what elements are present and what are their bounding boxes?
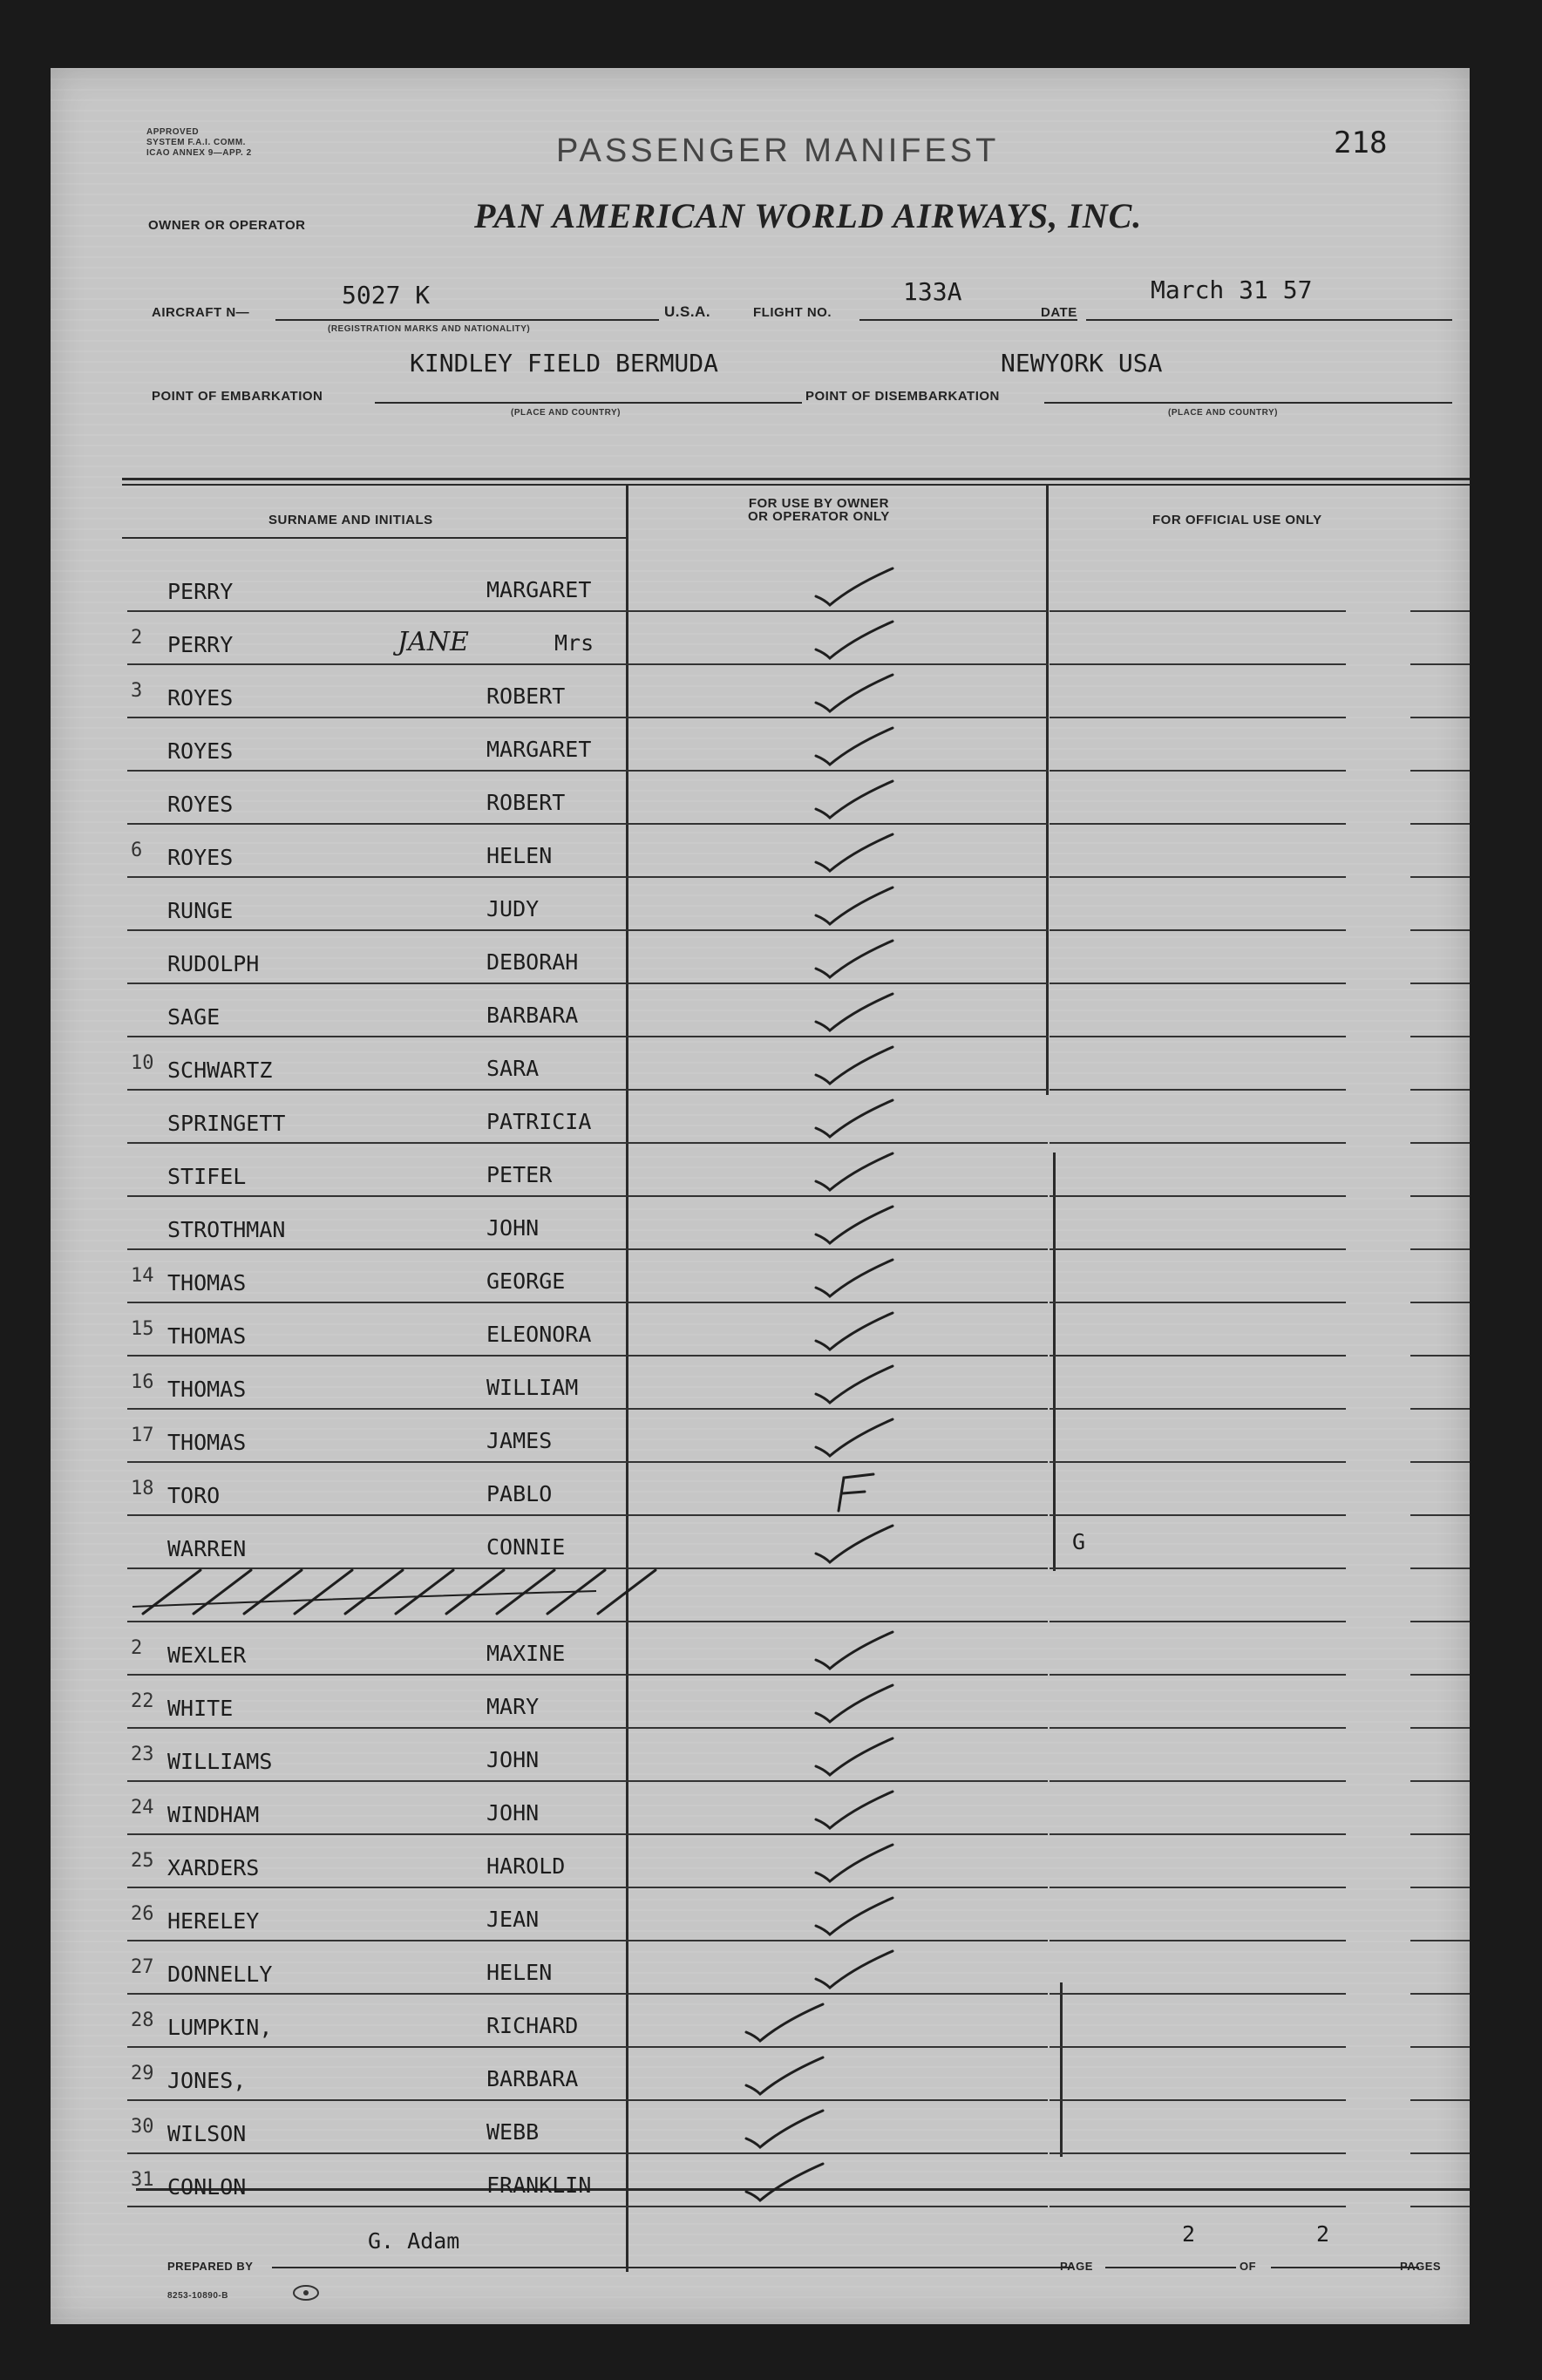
surname: ROYES bbox=[167, 792, 234, 817]
row-rule bbox=[127, 2046, 629, 2048]
given-name: JAMES bbox=[486, 1428, 553, 1453]
given-name: BARBARA bbox=[486, 2066, 579, 2091]
row-rule-edge bbox=[1410, 823, 1470, 825]
row-rule-official bbox=[1050, 2099, 1346, 2101]
date-underline bbox=[1086, 319, 1452, 321]
surname: THOMAS bbox=[167, 1270, 247, 1295]
row-rule bbox=[127, 717, 629, 718]
checkmark-icon bbox=[809, 1891, 905, 1943]
given-name: JUDY bbox=[486, 896, 540, 921]
row-rule-edge bbox=[1410, 1036, 1470, 1037]
row-rule-edge bbox=[1410, 1142, 1470, 1144]
checkmark-icon bbox=[809, 721, 905, 773]
surname: THOMAS bbox=[167, 1377, 247, 1402]
row-rule bbox=[127, 1621, 629, 1622]
row-rule-owner bbox=[629, 2099, 1048, 2101]
table-row bbox=[51, 1478, 1470, 1531]
row-number: 2 bbox=[131, 627, 143, 649]
row-rule bbox=[127, 983, 629, 984]
surname: JONES, bbox=[167, 2068, 247, 2093]
table-row bbox=[51, 1584, 1470, 1637]
disembarkation-label: POINT OF DISEMBARKATION bbox=[805, 389, 1000, 404]
row-rule-edge bbox=[1410, 929, 1470, 931]
surname: WHITE bbox=[167, 1696, 234, 1721]
given-name: JOHN bbox=[486, 1215, 540, 1241]
row-number: 30 bbox=[131, 2116, 154, 2138]
row-rule-edge bbox=[1410, 1461, 1470, 1463]
of-label: OF bbox=[1240, 2260, 1257, 2273]
table-row bbox=[51, 1318, 1470, 1371]
table-row bbox=[51, 1052, 1470, 1105]
table-row bbox=[51, 1797, 1470, 1850]
table-row bbox=[51, 999, 1470, 1052]
row-number: 22 bbox=[131, 1690, 154, 1712]
given-name: ELEONORA bbox=[486, 1322, 592, 1347]
row-rule-official bbox=[1050, 2046, 1346, 2048]
surname: WARREN bbox=[167, 1536, 247, 1561]
row-number: 26 bbox=[131, 1903, 154, 1925]
table-row bbox=[51, 1744, 1470, 1797]
registration-caption: (REGISTRATION MARKS AND NATIONALITY) bbox=[328, 324, 531, 334]
row-rule-official bbox=[1050, 1514, 1346, 1516]
row-rule-official bbox=[1050, 1567, 1346, 1569]
table-top-rule bbox=[122, 478, 1470, 480]
checkmark-icon bbox=[809, 1200, 905, 1252]
row-rule-official bbox=[1050, 1089, 1346, 1091]
checkmark-icon bbox=[809, 1678, 905, 1731]
checkmark-icon bbox=[809, 561, 905, 614]
row-rule bbox=[127, 1833, 629, 1835]
checkmark-icon bbox=[739, 2157, 835, 2209]
row-number: 29 bbox=[131, 2063, 154, 2084]
checkmark-icon bbox=[809, 1625, 905, 1677]
manifest-sheet bbox=[51, 68, 1470, 2324]
row-rule bbox=[127, 1248, 629, 1250]
row-rule-official bbox=[1050, 1833, 1346, 1835]
row-number: 2 bbox=[131, 1637, 143, 1659]
checkmark-icon bbox=[809, 774, 905, 826]
row-rule bbox=[127, 876, 629, 878]
row-rule bbox=[127, 1195, 629, 1197]
disembarkation-caption: (PLACE AND COUNTRY) bbox=[1168, 408, 1278, 418]
row-number: 25 bbox=[131, 1850, 154, 1872]
row-rule-official bbox=[1050, 1142, 1346, 1144]
date-label: DATE bbox=[1041, 305, 1077, 320]
surname: XARDERS bbox=[167, 1855, 260, 1880]
row-rule bbox=[127, 1940, 629, 1941]
given-name: MARGARET bbox=[486, 577, 592, 602]
row-number: 14 bbox=[131, 1265, 154, 1287]
given-name: GEORGE bbox=[486, 1268, 566, 1294]
date-value: March 31 57 bbox=[1151, 275, 1313, 304]
row-rule bbox=[127, 1302, 629, 1303]
col-header-owner: FOR USE BY OWNER OR OPERATOR ONLY bbox=[748, 496, 890, 524]
aircraft-label: AIRCRAFT N— bbox=[152, 305, 250, 320]
pages-label: PAGES bbox=[1400, 2260, 1442, 2273]
table-row bbox=[51, 574, 1470, 627]
table-row bbox=[51, 1850, 1470, 1903]
given-name: FRANKLIN bbox=[486, 2173, 592, 2198]
row-rule bbox=[127, 1993, 629, 1995]
row-rule bbox=[127, 663, 629, 665]
page-label: PAGE bbox=[1060, 2260, 1093, 2273]
table-row bbox=[51, 1159, 1470, 1212]
checkmark-icon bbox=[809, 1146, 905, 1199]
row-number: 23 bbox=[131, 1744, 154, 1765]
row-number: 15 bbox=[131, 1318, 154, 1340]
row-number: 28 bbox=[131, 2009, 154, 2031]
disembarkation-value: NEWYORK USA bbox=[1001, 349, 1163, 377]
of-value: 2 bbox=[1316, 2221, 1330, 2247]
row-rule bbox=[127, 823, 629, 825]
row-number: 17 bbox=[131, 1425, 154, 1446]
row-rule-owner bbox=[629, 1621, 1048, 1622]
given-name: JEAN bbox=[486, 1907, 540, 1932]
table-row bbox=[51, 786, 1470, 840]
checkmark-icon bbox=[809, 1412, 905, 1465]
row-rule-official bbox=[1050, 1195, 1346, 1197]
given-name: MARY bbox=[486, 1694, 540, 1719]
row-rule-official bbox=[1050, 1727, 1346, 1729]
row-rule-official bbox=[1050, 1780, 1346, 1782]
checkmark-icon bbox=[809, 1359, 905, 1411]
row-rule-official bbox=[1050, 717, 1346, 718]
table-row bbox=[51, 1903, 1470, 1956]
table-row bbox=[51, 680, 1470, 733]
checkmark-icon bbox=[739, 1997, 835, 2050]
table-row bbox=[51, 733, 1470, 786]
checkmark-icon bbox=[809, 987, 905, 1039]
checkmark-icon bbox=[809, 1519, 905, 1571]
row-rule-official bbox=[1050, 929, 1346, 931]
table-row bbox=[51, 1105, 1470, 1159]
surname: THOMAS bbox=[167, 1323, 247, 1349]
row-rule bbox=[127, 1355, 629, 1357]
surname: DONNELLY bbox=[167, 1962, 273, 1987]
row-rule-official bbox=[1050, 983, 1346, 984]
row-rule-edge bbox=[1410, 2206, 1470, 2207]
embarkation-value: KINDLEY FIELD BERMUDA bbox=[410, 349, 719, 377]
row-rule-edge bbox=[1410, 1089, 1470, 1091]
header-underline bbox=[122, 537, 628, 539]
row-rule-official bbox=[1050, 2152, 1346, 2154]
approval-line: ICAO ANNEX 9—APP. 2 bbox=[146, 148, 252, 158]
row-rule bbox=[127, 2099, 629, 2101]
checkmark-icon bbox=[809, 1306, 905, 1358]
given-name: DEBORAH bbox=[486, 949, 579, 975]
given-name: BARBARA bbox=[486, 1003, 579, 1028]
checkmark-icon bbox=[809, 827, 905, 880]
row-rule-edge bbox=[1410, 2099, 1470, 2101]
given-name: MAXINE bbox=[486, 1641, 566, 1666]
row-rule bbox=[127, 1674, 629, 1676]
company-name: PAN AMERICAN WORLD AIRWAYS, INC. bbox=[474, 196, 1143, 235]
row-rule-edge bbox=[1410, 983, 1470, 984]
table-row bbox=[51, 1265, 1470, 1318]
table-row bbox=[51, 1371, 1470, 1425]
official-mark: G bbox=[1072, 1529, 1086, 1554]
checkmark-icon bbox=[739, 2104, 835, 2156]
prepared-underline bbox=[272, 2267, 1074, 2268]
row-rule-official bbox=[1050, 1355, 1346, 1357]
table-row bbox=[51, 1425, 1470, 1478]
page-underline bbox=[1105, 2267, 1236, 2268]
row-rule-edge bbox=[1410, 1993, 1470, 1995]
checkmark-icon bbox=[809, 615, 905, 667]
row-rule-owner bbox=[629, 2206, 1048, 2207]
page-value: 2 bbox=[1182, 2221, 1196, 2247]
row-rule-edge bbox=[1410, 1621, 1470, 1622]
prepared-label: PREPARED BY bbox=[167, 2260, 254, 2273]
surname: STIFEL bbox=[167, 1164, 247, 1189]
surname: THOMAS bbox=[167, 1430, 247, 1455]
row-rule bbox=[127, 1142, 629, 1144]
row-rule-edge bbox=[1410, 770, 1470, 772]
row-rule-official bbox=[1050, 1302, 1346, 1303]
row-rule bbox=[127, 1887, 629, 1888]
given-name: PETER bbox=[486, 1162, 553, 1187]
given-name: ROBERT bbox=[486, 790, 566, 815]
row-rule-edge bbox=[1410, 2046, 1470, 2048]
approval-line: SYSTEM F.A.I. COMM. bbox=[146, 138, 246, 147]
checkmark-icon bbox=[809, 1731, 905, 1784]
surname: ROYES bbox=[167, 685, 234, 711]
page-number: 218 bbox=[1334, 126, 1388, 160]
row-rule-owner bbox=[629, 2152, 1048, 2154]
checkmark-icon bbox=[739, 2050, 835, 2103]
row-rule-official bbox=[1050, 1461, 1346, 1463]
row-rule bbox=[127, 1461, 629, 1463]
row-rule bbox=[127, 770, 629, 772]
col-header-name: SURNAME AND INITIALS bbox=[268, 513, 433, 527]
row-rule-edge bbox=[1410, 610, 1470, 612]
row-number: 24 bbox=[131, 1797, 154, 1819]
given-name: RICHARD bbox=[486, 2013, 579, 2038]
surname: WINDHAM bbox=[167, 1802, 260, 1827]
aircraft-value: 5027 K bbox=[342, 281, 431, 309]
row-rule bbox=[127, 1780, 629, 1782]
approval-block bbox=[146, 127, 252, 159]
disembarkation-underline bbox=[1044, 402, 1452, 404]
row-rule-official bbox=[1050, 1248, 1346, 1250]
given-name: MARGARET bbox=[486, 737, 592, 762]
table-row bbox=[51, 893, 1470, 946]
row-rule-official bbox=[1050, 1940, 1346, 1941]
row-rule-edge bbox=[1410, 1302, 1470, 1303]
table-row bbox=[51, 946, 1470, 999]
row-rule-official bbox=[1050, 1993, 1346, 1995]
row-rule-edge bbox=[1410, 1727, 1470, 1729]
row-rule-edge bbox=[1410, 1940, 1470, 1941]
prepared-value: G. Adam bbox=[368, 2228, 460, 2254]
of-underline bbox=[1271, 2267, 1419, 2268]
row-rule-official bbox=[1050, 1036, 1346, 1037]
row-rule bbox=[127, 1727, 629, 1729]
form-code: 8253-10890-B bbox=[167, 2291, 228, 2301]
approval-line: APPROVED bbox=[146, 127, 200, 137]
table-row bbox=[51, 2169, 1470, 2222]
row-rule-official bbox=[1050, 876, 1346, 878]
row-rule bbox=[127, 1514, 629, 1516]
given-name: WILLIAM bbox=[486, 1375, 579, 1400]
row-rule-edge bbox=[1410, 663, 1470, 665]
table-row bbox=[51, 1637, 1470, 1690]
row-rule-edge bbox=[1410, 1248, 1470, 1250]
usa-label: U.S.A. bbox=[664, 303, 711, 320]
row-rule-edge bbox=[1410, 1674, 1470, 1676]
telephone-logo-icon bbox=[291, 2282, 321, 2302]
row-rule bbox=[127, 2206, 629, 2207]
row-rule-edge bbox=[1410, 876, 1470, 878]
given-name: PATRICIA bbox=[486, 1109, 592, 1134]
given-name: HAROLD bbox=[486, 1853, 566, 1879]
row-number: 10 bbox=[131, 1052, 154, 1074]
row-number: 6 bbox=[131, 840, 143, 861]
row-number: 27 bbox=[131, 1956, 154, 1978]
table-row bbox=[51, 840, 1470, 893]
given-name: Mrs bbox=[554, 630, 594, 656]
page-title: PASSENGER MANIFEST bbox=[556, 133, 1000, 169]
strike-through-icon bbox=[126, 1565, 666, 1617]
surname: STROTHMAN bbox=[167, 1217, 286, 1242]
row-rule-official bbox=[1050, 663, 1346, 665]
surname: RUNGE bbox=[167, 898, 234, 923]
row-rule bbox=[127, 2152, 629, 2154]
surname: SAGE bbox=[167, 1004, 221, 1030]
given-name: HELEN bbox=[486, 843, 553, 868]
checkmark-icon bbox=[809, 1040, 905, 1092]
surname: HERELEY bbox=[167, 1908, 260, 1934]
row-rule-edge bbox=[1410, 1195, 1470, 1197]
row-rule-edge bbox=[1410, 1833, 1470, 1835]
row-rule-edge bbox=[1410, 1780, 1470, 1782]
checkmark-icon bbox=[809, 1785, 905, 1837]
surname: SPRINGETT bbox=[167, 1111, 286, 1136]
row-rule-official bbox=[1050, 2206, 1346, 2207]
row-rule-official bbox=[1050, 770, 1346, 772]
embarkation-caption: (PLACE AND COUNTRY) bbox=[511, 408, 621, 418]
checkmark-icon bbox=[809, 1093, 905, 1146]
given-name: ROBERT bbox=[486, 683, 566, 709]
row-rule bbox=[127, 929, 629, 931]
surname: ROYES bbox=[167, 738, 234, 764]
given-name: WEBB bbox=[486, 2119, 540, 2145]
row-rule-owner bbox=[629, 2046, 1048, 2048]
table-row bbox=[51, 1690, 1470, 1744]
surname: CONLON bbox=[167, 2174, 247, 2200]
table-row bbox=[51, 1212, 1470, 1265]
row-rule bbox=[127, 1036, 629, 1037]
table-row bbox=[51, 627, 1470, 680]
row-rule-edge bbox=[1410, 2152, 1470, 2154]
row-rule-edge bbox=[1410, 1567, 1470, 1569]
row-rule-official bbox=[1050, 1621, 1346, 1622]
f-mark-icon bbox=[809, 1465, 905, 1518]
checkmark-icon bbox=[809, 1253, 905, 1305]
row-number: 16 bbox=[131, 1371, 154, 1393]
handwritten-note: JANE bbox=[397, 627, 469, 657]
row-rule bbox=[127, 1089, 629, 1091]
checkmark-icon bbox=[809, 1944, 905, 1996]
flight-label: FLIGHT NO. bbox=[753, 305, 832, 320]
row-rule-official bbox=[1050, 823, 1346, 825]
surname: WILSON bbox=[167, 2121, 247, 2146]
surname: PERRY bbox=[167, 579, 234, 604]
row-number: 18 bbox=[131, 1478, 154, 1499]
given-name: JOHN bbox=[486, 1747, 540, 1772]
row-rule-official bbox=[1050, 610, 1346, 612]
surname: WILLIAMS bbox=[167, 1749, 273, 1774]
checkmark-icon bbox=[809, 934, 905, 986]
row-rule-edge bbox=[1410, 1887, 1470, 1888]
given-name: SARA bbox=[486, 1056, 540, 1081]
given-name: JOHN bbox=[486, 1800, 540, 1826]
row-rule-edge bbox=[1410, 1514, 1470, 1516]
given-name: HELEN bbox=[486, 1960, 553, 1985]
surname: LUMPKIN, bbox=[167, 2015, 273, 2040]
surname: PERRY bbox=[167, 632, 234, 657]
table-top-rule-2 bbox=[122, 484, 1470, 486]
aircraft-underline bbox=[275, 319, 659, 321]
row-rule-edge bbox=[1410, 1408, 1470, 1410]
row-rule-edge bbox=[1410, 1355, 1470, 1357]
row-rule bbox=[127, 1408, 629, 1410]
flight-value: 133A bbox=[903, 277, 962, 306]
row-rule-official bbox=[1050, 1408, 1346, 1410]
row-rule-official bbox=[1050, 1887, 1346, 1888]
given-name: PABLO bbox=[486, 1481, 553, 1506]
row-number: 3 bbox=[131, 680, 143, 702]
row-rule-official bbox=[1050, 1674, 1346, 1676]
row-number: 31 bbox=[131, 2169, 154, 2191]
surname: RUDOLPH bbox=[167, 951, 260, 976]
surname: ROYES bbox=[167, 845, 234, 870]
row-rule-edge bbox=[1410, 717, 1470, 718]
surname: TORO bbox=[167, 1483, 221, 1508]
embarkation-label: POINT OF EMBARKATION bbox=[152, 389, 323, 404]
embarkation-underline bbox=[375, 402, 802, 404]
surname: SCHWARTZ bbox=[167, 1057, 273, 1083]
checkmark-icon bbox=[809, 881, 905, 933]
surname: WEXLER bbox=[167, 1642, 247, 1668]
checkmark-icon bbox=[809, 668, 905, 720]
checkmark-icon bbox=[809, 1838, 905, 1890]
col-header-official: FOR OFFICIAL USE ONLY bbox=[1152, 513, 1322, 527]
owner-label: OWNER OR OPERATOR bbox=[148, 218, 306, 233]
given-name: CONNIE bbox=[486, 1534, 566, 1560]
row-rule bbox=[127, 610, 629, 612]
